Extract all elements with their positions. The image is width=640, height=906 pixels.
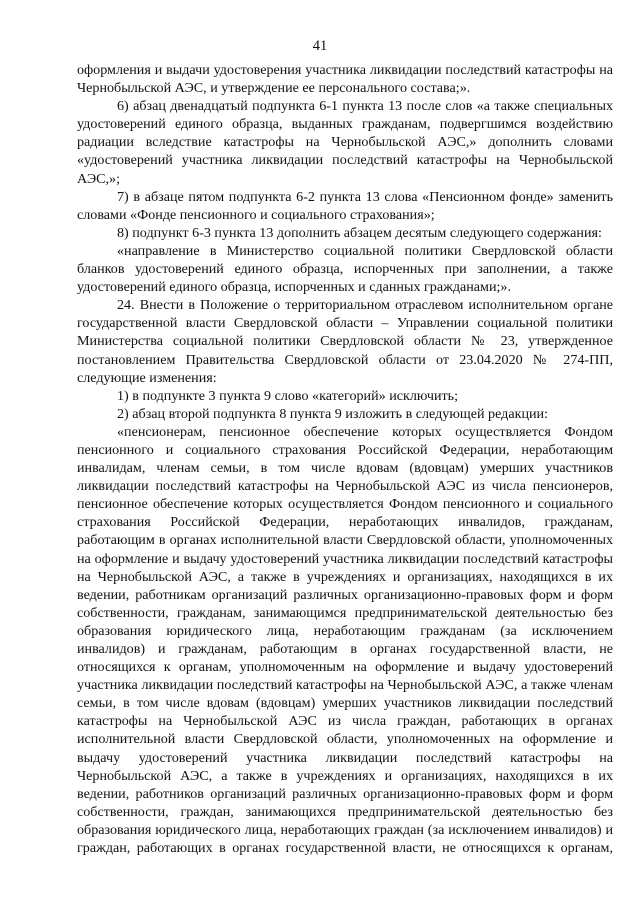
document-body xyxy=(77,61,613,857)
paragraph-continuation: оформления и выдачи удостоверения участника ликвидации последствий катастрофы на Чернобыльской АЭС, и утверждение ее персонального состава;». xyxy=(77,62,613,97)
page-number: 41 xyxy=(312,38,328,54)
paragraph-item-24-2: 2) абзац второй подпункта 8 пункта 9 изложить в следующей редакции: xyxy=(117,405,548,422)
paragraph-item-24: 24. Внести в Положение о территориальном отраслевом исполнительном органе государственной власти Свердловской области – Управлении социальной политики Министерства социальной политики Свердловской области № 23, утвержденное постановлением Правительства Свердловской области от 23.04.2020 № 274-ПП, следующие изменения: xyxy=(77,297,613,386)
paragraph-item-6: 6) абзац двенадцатый подпункта 6-1 пункта 13 после слов «а также специальных удостоверений единого образца, выданных гражданам, подвергшимся воздействию радиации вследствие катастрофы на Чернобыльской АЭС,» дополнить словами «удостоверений участника ликвидации последствий катастрофы на Чернобыльской АЭС,»; xyxy=(77,98,613,187)
paragraph-item-24-1: 1) в подпункте 3 пункта 9 слово «категорий» исключить; xyxy=(117,387,459,404)
paragraph-item-7: 7) в абзаце пятом подпункта 6-2 пункта 13 слова «Пенсионном фонде» заменить словами «Фонде пенсионного и социального страхования»; xyxy=(77,188,613,223)
paragraph-quote-direction: «направление в Министерство социальной политики Свердловской области бланков удостоверений единого образца, испорченных при заполнении, а также удостоверений единого образца, испорченных и сданных гражданами;». xyxy=(77,242,613,296)
paragraph-item-8: 8) подпункт 6-3 пункта 13 дополнить абзацем десятым следующего содержания: xyxy=(117,224,602,241)
paragraph-quote-pensioners: «пенсионерам, пенсионное обеспечение которых осуществляется Фондом пенсионного и социального страхования Российской Федерации, неработающим инвалидам, членам семьи, в том числе вдовам (вдовцам) умерших участников ликвидации последствий катастрофы на Чернобыльской АЭС из числа пенсионеров, пенсионное обеспечение которых осуществляется Фондом пенсионного и социального страхования Российской Федерации, неработающих инвалидов, гражданам, работающим в органах исполнительной власти Свердловской области, уполномоченных на оформление и выдачу удостоверений участника ликвидации последствий катастрофы на Чернобыльской АЭС, а также в учреждениях и организациях, находящихся в их ведении, работникам организаций различных организационно-правовых форм и форм собственности, гражданам, занимающимся предпринимательской деятельностью без образования юридического лица, неработающим гражданам (за исключением инвалидов) и гражданам, работающим в органах государственной власти, не относящихся к органам, уполномоченным на оформление и выдачу удостоверений участника ликвидации последствий катастрофы на Чернобыльской АЭС, а также членам семьи, в том числе вдовам (вдовцам) умерших участников ликвидации последствий катастрофы на Чернобыльской АЭС из числа граждан, работающих в органах исполнительной власти Свердловской области, уполномоченных на оформление и выдачу удостоверений участника ликвидации последствий катастрофы на Чернобыльской АЭС, а также в учреждениях и организациях, находящихся в их ведении, работников организаций различных организационно-правовых форм и форм собственности, граждан, занимающихся предпринимательской деятельностью без образования юридического лица, неработающих граждан (за исключением инвалидов) и граждан, работающих в органах государственной власти, не относящихся к органам, xyxy=(77,423,613,857)
